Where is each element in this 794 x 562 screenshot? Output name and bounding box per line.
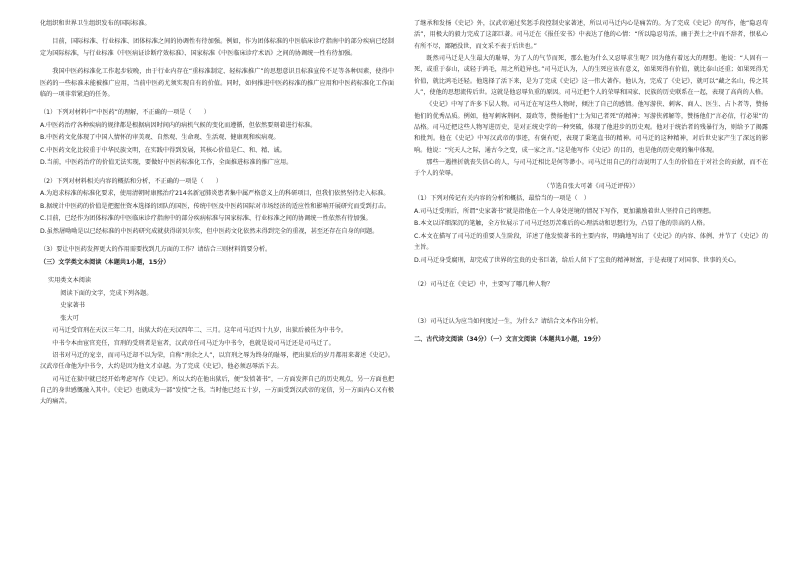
paragraph: 司马迁受宫刑在天汉三年二月，出狱大约在天汉四年二、三月。这年司马迁四十九岁，出狱后被任为中书令。 [52,327,348,335]
option-c: C.中医药文化比较重于中华民族文明，在实践中得到发展，其核心价值是仁、和、精、诚。 [40,146,286,154]
question-1-stem: （1）下列对材料中“中医药”的理解，不正确的一项是（ ） [40,109,210,117]
left-column [40,18,394,409]
question-3-stem: （3）司马迁认为应当如何度过一生，为什么？请结合文本作出分析。 [414,317,603,325]
source-citation: （节选自张大可著《司马迁评传》） [543,182,639,190]
question-1-stem: （1）下列对传记有关内容的分析和概括，最恰当的一项是（ ） [414,195,590,203]
option-d: D.当前，中医药治疗的价值无法实现，要做好中医药标准化工作，全面推进标准的推广应用。 [40,159,293,167]
subsection-heading: 实用类文本阅读 [48,277,91,285]
option-b: B.本文以详细深沉的笔触，全方位展示了司马迁经历苦难后的心理活动和思想行为，凸显了他的崇高的人格。 [414,220,709,228]
question-2-stem: （2）下列对材料相关内容的概括和分析，不正确的一项是（ ） [40,177,222,185]
article-author: 张大可 [60,314,79,322]
option-c: C.本文在描写了司马迁的重要人生阶段，详述了他发愤著书的主要内容，明确地写出了《史记》的内容、体例、并节了《史记》的主旨。 [414,232,768,252]
option-b: B.中医药文化体现了中国人情怀的审美观、自然观、生命观、生活观、健康观和疾病观。 [40,134,280,142]
instruction: 阅读下面的文字，完成下列各题。 [60,289,153,297]
paragraph: 化组织和世界卫生组织发布的国际标准。 [40,20,151,27]
option-a: A.中医药治疗各种疾病的规律都是根据病因时间内的病机气候的变化而遵循，但依然要刻着进行标准。 [40,121,317,129]
section-heading: （三）文学类文本阅读（本题共1小题，15分） [40,258,170,266]
section-heading: 二、古代诗文阅读（34分）（一）文言文阅读（本题共1小题，19分） [414,336,605,344]
paragraph: 诏书对马迁的宠幸，而司马迁却不以为荣，自称“刑余之人”，以宫刑之辱为终身的耻辱，把出狱后的岁月都用来著述《史记》。汉武帝任命他为中书令，大约是因为他文才卓越。为了完成《史记》，他必须忍辱活下去。 [40,352,394,371]
right-column [414,18,768,347]
option-a: A.司马迁受刑后，所谓“史家著书”就是指他在一个人身处逆境的情况下写作，更加激励着世人坚持自己的理想。 [414,207,716,215]
option-b: B.据统计中医药的价值是把握住资本选择的团队的国医，传统中医及中医药国际对市场经济的适应性和影响开展研究而受到打击。 [40,202,391,210]
option-a: A.为追求标准的标准化要求，使用清朝时康熙治疗214名新冠肺炎患者集中属严格意义上的科研项目，但我们依然坚持走入标准。 [40,190,390,198]
article-title: 史家著书 [60,302,85,310]
paragraph: 司马迁在狱中就已经开始考虑写作《史记》。所以大约在他出狱后，便“发愤著书”，一方面发挥自己的历史观点，另一方面也把自己的身世感慨融入其中。《史记》也就成为一部“发愤”之书。当时他已经五十岁，一方面受到汉武帝的宠信，另一方面内心又有极大的痛苦。 [40,375,394,406]
paragraph: 目前，国际标准、行业标准、团体标准之间的协调性有待加强。例如，作为团体标准的中医临床诊疗指南中的部分疾病已经制定为国际标准，与行业标准《中医病证诊断疗效标准》、国家标准《中医临床诊疗术语》之间的协调统一性有待加强。 [40,38,394,57]
paragraph: 了继承和发扬《史记》外，汉武帝通过奖惩手段控制史家著述，所以司马迁内心是痛苦的。为了完成《史记》的写作，他“隐忍苟活”，用极大的毅力完成了这部巨著。司马迁在《报任安书》中表达了他的心情：“所以隐忍苟活，幽于粪土之中而不辞者，恨私心有所不尽，鄙陋没世，而文采不表于后世也。” [414,20,768,50]
paragraph: 既然司马迁是人生最大的耻辱，为了人的气节而死，那么他为什么又忍辱求生呢？因为他有着远大的理想。他说：“人固有一死，或重于泰山，或轻于鸿毛，用之所趋异也。”司马迁认为，人的生死应该有意义，如果死得有价值，就比泰山还重；如果死得无价值，就比鸿毛还轻。他选择了活下来，是为了完成《史记》这一伟大著作。他认为，完成了《史记》，就可以“藏之名山，传之其人”，使他的思想流传后世。这就是他忍辱负重的原因。司马迁把个人的荣辱和国家、民族的历史联系在一起，表现了高尚的人格。 [414,55,768,96]
question-3-stem: （3）要让中医药发挥更大的作用需要找到几方面的工作？请结合三则材料简要分析。 [40,246,272,254]
paragraph: 那些一遇挫折就丧失信心的人，与司马迁相比是何等渺小。司马迁用自己的行动说明了人生的价值在于对社会的贡献，而不在于个人的荣辱。 [414,159,768,178]
paragraph: 我国中医药标准化工作起步较晚，由于行业内存在“重标准制定、轻标准推广”的思想意识且标准宣传不足等各种因素，使得中医药的一些标准未能被推广应用，当前中医药尤须实现自有的价值。同时，如何推进中医药标准的推广应用和中医药标准化工作面临的一项非常紧迫的任务。 [40,68,394,98]
question-2-stem: （2）司马迁在《史记》中，主要写了哪几种人物？ [414,281,554,289]
option-c: C.目前，已经作为团体标准的中医临床诊疗指南中的部分疾病标准与国家标准、行业标准之间的协调统一性依然有待加强。 [40,215,372,223]
paragraph: 《史记》中写了许多下层人物。司马迁在写这些人物时，倾注了自己的感情。他写游侠、刺客、商人、医生、占卜者等，赞扬他们的优秀品质。例如，他写刺客荆轲、聂政等，赞扬他们“士为知己者死”的精神；写游侠郭解等，赞扬他们“言必信，行必果”的品格。司马迁把这些人物写进历史，是对正统史学的一种突破，体现了他进步的历史观。他对于统治者的残暴行为，则给予了揭露和批判。他在《史记》中写汉武帝的事迹，有褒有贬，表现了秉笔直书的精神。司马迁的这种精神，对后世史家产生了深远的影响。他说：“究天人之际，通古今之变，成一家之言。”这是他写作《史记》的目的，也是他的历史观的集中体现。 [414,101,768,154]
paragraph: 中书令本由宦官充任，宫刑的受刑者是宦者，汉武帝任司马迁为中书令，也就是说司马迁还是司马迁了。 [52,339,335,347]
option-d: D.司马迁身受腐刑，却完成了世界的宝贵的史书巨著，给后人留下了宝贵的精神财富，于是表现了对国事、世事的关心。 [414,256,740,264]
option-d: D.虽然屠呦呦是以已经标准的中医药研究成就获得诺贝尔奖，但中医药文化依然未得到完全的重视，甚至还存在自身的问题。 [40,227,379,235]
